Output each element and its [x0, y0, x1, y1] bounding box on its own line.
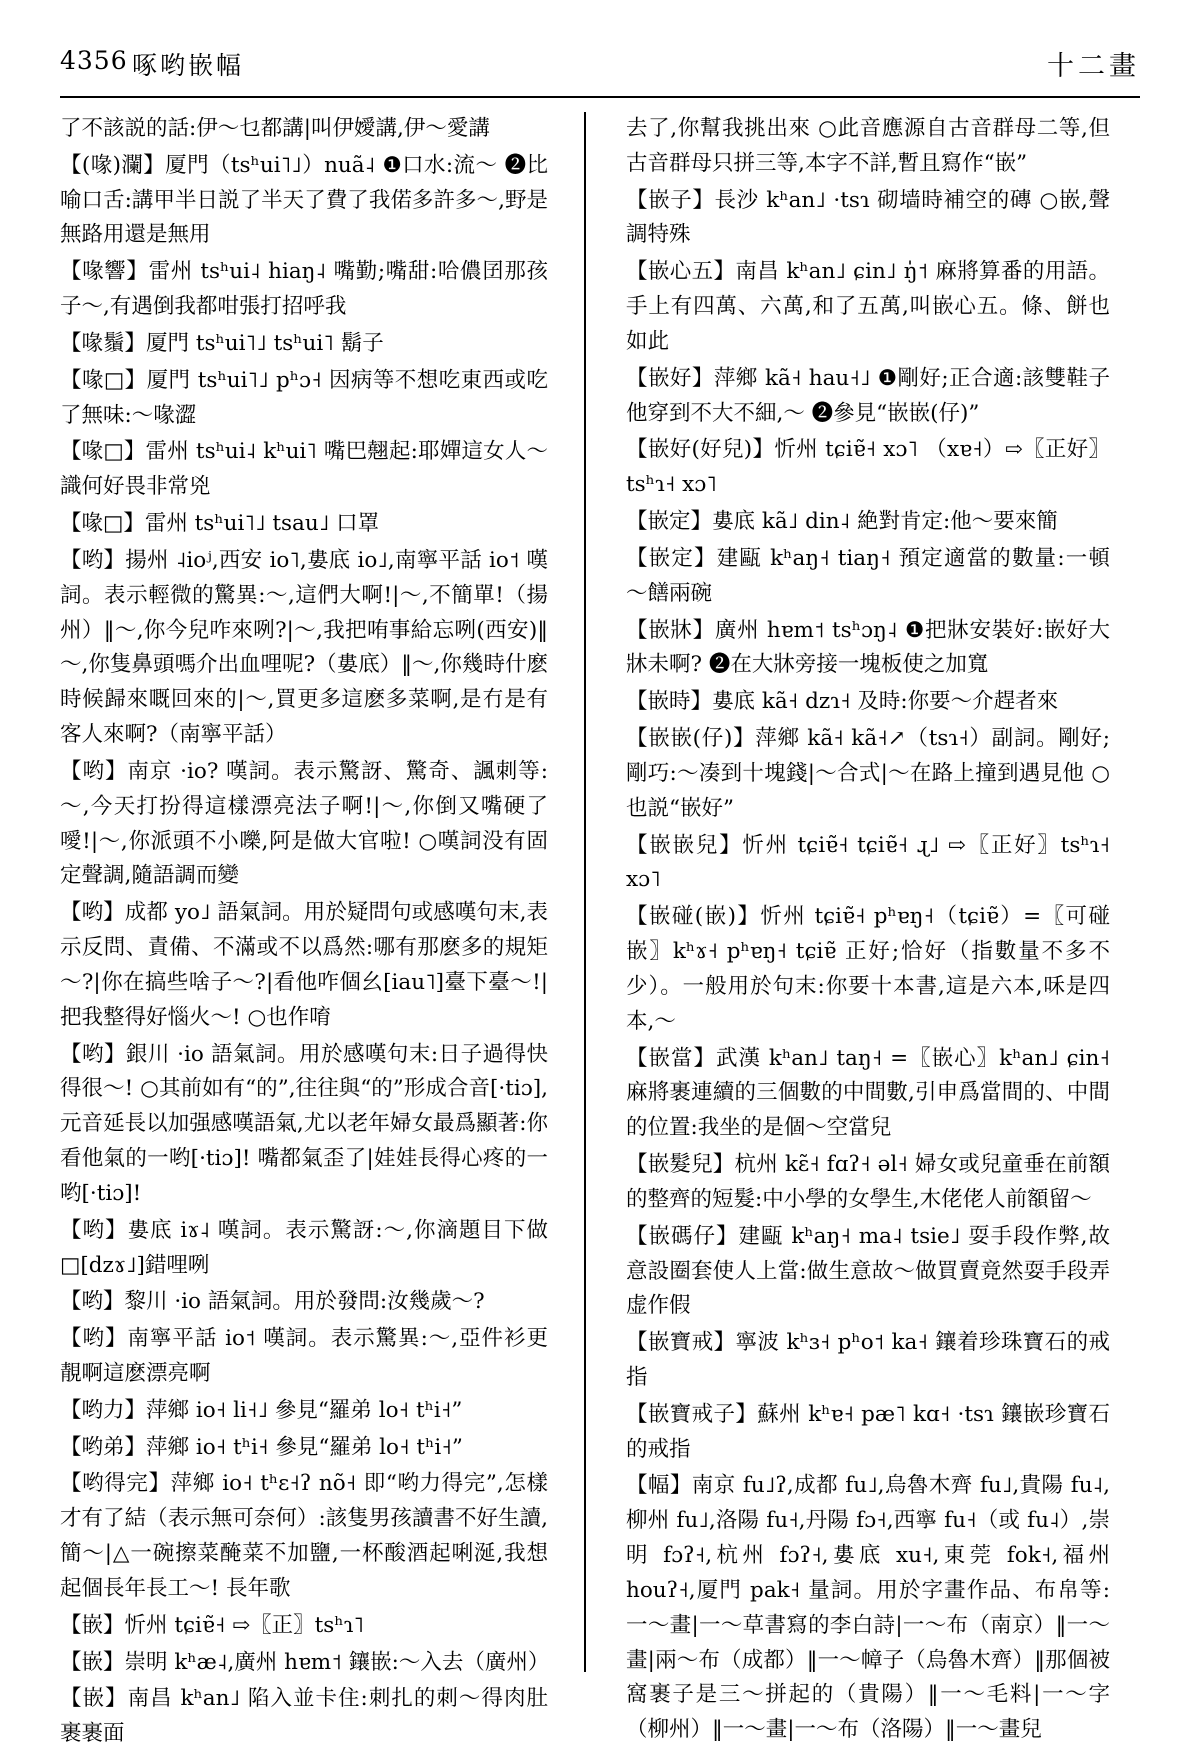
entry: 【嵌嵌兒】忻州 tɕiɐ̃˧ tɕiɐ̃˧ ɻ˩ ⇨〖正好〗tsʰɿ˧ xɔ˥: [626, 832, 1110, 893]
entry: 【喙□】雷州 tsʰui˨ kʰui˥ 嘴巴翹起:耶嬋這女人～識何好畏非常兇: [60, 439, 548, 500]
column-right: [600, 112, 1110, 1743]
entry: 【嵌寶戒】寧波 kʰɜ˧ pʰo˦ ka˧ 鑲着珍珠寶石的戒指: [626, 1330, 1110, 1390]
entry: 【哟弟】萍鄉 io˧ tʰi˧ 參見“羅弟 lo˧ tʰi˧”: [60, 1434, 463, 1460]
entry: 【喙□】雷州 tsʰui˥˩ tsau˩ 口罩: [60, 511, 380, 537]
page-number: 4356: [60, 46, 128, 75]
entry: 【嵌時】婁底 kã˧ dzɿ˧ 及時:你要～介趕者來: [626, 689, 1059, 715]
entry: 【嵌髮兒】杭州 kɛ̃˧ fɑʔ˧ əl˧ 婦女或兒童垂在前額的整齊的短髮:中小學的女學生,木佬佬人前額留～: [626, 1152, 1110, 1212]
entry: 【哟力】萍鄉 io˧ li˧˩ 參見“羅弟 lo˧ tʰi˧”: [60, 1397, 463, 1423]
entry: 了不該説的話:伊～乜都講|叫伊嬡講,伊～愛講: [60, 116, 490, 141]
entry: 【(喙)瀾】厦門（tsʰui˥˩）nuã˨ ❶口水:流～ ❷比喻口舌:講甲半日説了半天了費了我偌多許多～,野是無路用還是無用: [60, 152, 548, 248]
entry: 【嵌當】武漢 kʰan˩ taŋ˧ =〖嵌心〗kʰan˩ ɕin˧ 麻將裹連續的三個數的中間數,引申爲當間的、中間的位置:我坐的是個～空當兒: [626, 1045, 1110, 1141]
running-head: 啄哟嵌幅: [132, 51, 245, 80]
entry: 【喙響】雷州 tsʰui˨ hiaŋ˨ 嘴勤;嘴甜:哈儂囝那孩子～,有遇倒我都咁張打招呼我: [60, 259, 548, 320]
entry: 【幅】南京 fu˩ʔ,成都 fu˩,烏魯木齊 fu˩,貴陽 fu˨,柳州 fu˩,洛陽 fu˧,丹陽 fɔ˧,西寧 fu˧（或 fu˨）,崇明 fɔʔ˧,杭州 fɔʔ˧,婁底 xu˧,東莞 fok˧,福州 houʔ˧,厦門 pak˧ 量詞。用於字畫作品、布帛等:一～畫|一～草書寫的李白詩|一～布（南京）‖一～畫|兩～布（成都）‖一～幛子（烏魯木齊）‖那個被窩裹子是三～拼起的（貴陽）‖一～毛料|一～字（柳州）‖一～畫|一～布（洛陽）‖一～畫兒: [626, 1473, 1110, 1743]
entry: 【哟】婁底 iɤ˨ 嘆詞。表示驚訝:～,你滴題目下做□[dzɤ˩]錯哩咧: [60, 1217, 548, 1278]
column-divider: [584, 112, 586, 1672]
entry: 【嵌好】萍鄉 kã˧ hau˧˩ ❶剛好;正合適:該雙鞋子他穿到不大不細,～ ❷參見“嵌嵌(仔)”: [626, 365, 1110, 426]
entry: 【嵌碰(嵌)】忻州 tɕiɐ̃˧ pʰɐŋ˧（tɕiɐ̃）=〖可碰嵌〗kʰɤ˧ pʰɐŋ˧ tɕiɐ̃ 正好;恰好（指數量不多不少）。一般用於句末:你要十本書,這是六本,咊是四本,～: [626, 904, 1110, 1034]
entry: 【嵌】忻州 tɕiɐ̃˧ ⇨〖正〗tsʰɿ˥: [60, 1612, 364, 1638]
column-left: [60, 112, 570, 1747]
entry: 【嵌】南昌 kʰan˩ 陷入並卡住:刺扎的刺～得肉肚裹裹面: [60, 1686, 548, 1747]
body-columns: [60, 112, 1140, 1747]
header-rule: [60, 96, 1140, 98]
entry: 【嵌嵌(仔)】萍鄉 kã˧ kã˧↗（tsɿ˧）副詞。剛好;剛巧:～凑到十塊錢|～合式|～在路上撞到遇見他 ○也説“嵌好”: [626, 726, 1110, 821]
entry: 【嵌定】建甌 kʰaŋ˧ tiaŋ˧ 預定適當的數量:一頓～饍兩碗: [626, 545, 1110, 606]
entry: 【嵌寶戒子】蘇州 kʰɐ˧ pæ˥ kɑ˧ ·tsɿ 鑲嵌珍寶石的戒指: [626, 1401, 1110, 1462]
entry: 【哟】南寧平話 io˦ 嘆詞。表示驚異:～,亞件衫更靚啊這麽漂亮啊: [60, 1326, 548, 1386]
page-header: [60, 46, 1140, 90]
entry: 【嵌】崇明 kʰæ˨,廣州 hɐm˦ 鑲嵌:～入去（廣州）: [60, 1649, 550, 1675]
entry: 【喙□】厦門 tsʰui˥˩ pʰɔ˧ 因病等不想吃東西或吃了無味:～喙澀: [60, 367, 548, 428]
entry: 【嵌碼仔】建甌 kʰaŋ˧ ma˨ tsie˩ 耍手段作弊,故意設圈套使人上當:做生意故～做買賣竟然耍手段弄虚作假: [626, 1223, 1110, 1319]
entry: 【哟】黎川 ·io 語氣詞。用於發問:汝幾歲～?: [60, 1289, 485, 1315]
section-heading: 十二畫: [1047, 51, 1140, 82]
entry: 【哟】揚州 ˨ioʲ,西安 io˥,婁底 io˩,南寧平話 io˦ 嘆詞。表示輕微的驚異:～,這們大啊!|～,不簡單!（揚州）‖～,你今兒咋來咧?|～,我把哊事給忘咧(西安)‖～,你隻鼻頭嗎介出血哩呢?（婁底）‖～,你幾時什麽時候歸來嘅回來的|～,買更多這麽多菜啊,是冇是有客人來啊?（南寧平話）: [60, 547, 548, 748]
entry: 【嵌牀】廣州 hɐm˦ tsʰɔŋ˨ ❶把牀安裝好:嵌好大牀未啊? ❷在大牀旁接一塊板使之加寬: [626, 617, 1110, 678]
entry: 【嵌好(好兒)】忻州 tɕiɐ̃˧ xɔ˥ （xɐ˧）⇨〖正好〗tsʰɿ˧ xɔ˥: [626, 437, 1110, 498]
entry: 【哟得完】萍鄉 io˧ tʰɛ˧ʔ nõ˧ 即“哟力得完”,怎樣才有了結（表示無可奈何）:該隻男孩讀書不好生讀,簡～|△一碗擦菜醃菜不加鹽,一杯酸酒起唎涎,我想起個長年長工～! 長年歌: [60, 1471, 548, 1601]
entry: 【嵌心五】南昌 kʰan˩ ɕin˩ ŋ̍˦ 麻將算番的用語。手上有四萬、六萬,和了五萬,叫嵌心五。條、餅也如此: [626, 259, 1110, 354]
entry: 【嵌子】長沙 kʰan˩ ·tsɿ 砌墙時補空的磚 ○嵌,聲調特殊: [626, 187, 1110, 248]
entry: 【嵌定】婁底 kã˩ din˨ 絶對肯定:他～要來簡: [626, 509, 1058, 535]
entry: 去了,你幫我挑出來 ○此音應源自古音群母二等,但古音群母只拼三等,本字不詳,暫且寫作“嵌”: [626, 116, 1110, 176]
entry: 【哟】成都 yo˩ 語氣詞。用於疑問句或感嘆句末,表示反問、責備、不滿或不以爲然:哪有那麽多的規矩～?|你在搞些啥子～?|看他咋個幺[iau˥]臺下臺～!|把我整得好惱火～! ○也作唷: [60, 900, 548, 1030]
entry: 【哟】南京 ·io? 嘆詞。表示驚訝、驚奇、諷刺等:～,今天打扮得這樣漂亮法子啊!|～,你倒又嘴硬了噯!|～,你派頭不小嚛,阿是做大官啦! ○嘆詞没有固定聲調,隨語調而變: [60, 758, 548, 889]
entry: 【喙鬚】厦門 tsʰui˥˩ tsʰui˥ 鬍子: [60, 330, 384, 356]
entry: 【哟】銀川 ·io 語氣詞。用於感嘆句末:日子過得快得很～! ○其前如有“的”,往往與“的”形成合音[·tiɔ],元音延長以加强感嘆語氣,尤以老年婦女最爲顯著:你看他氣的一哟[·tiɔ]! 嘴都氣歪了|娃娃長得心疼的一哟[·tiɔ]!: [60, 1041, 548, 1206]
